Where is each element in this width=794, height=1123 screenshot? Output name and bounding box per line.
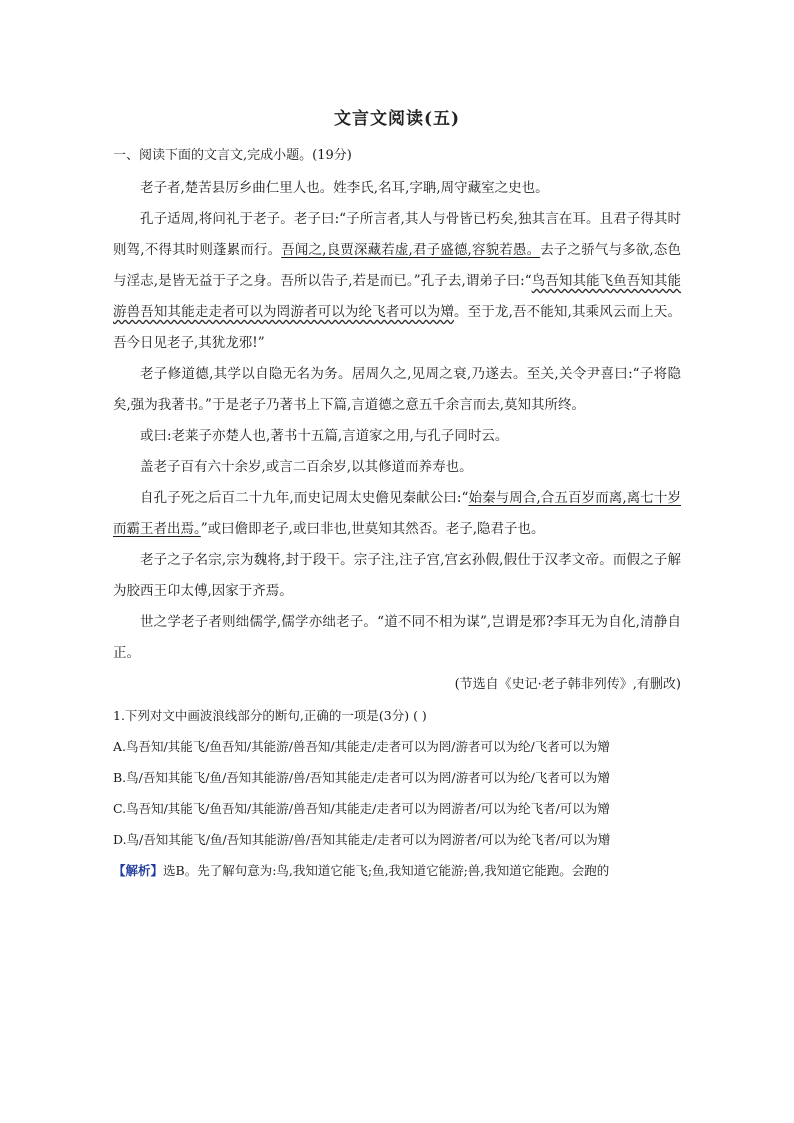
page-title: 文言文阅读(五): [333, 109, 461, 129]
passage-paragraph-7: 老子之子名宗,宗为魏将,封于段干。宗子注,注子宫,宫玄孙假,假仕于汉孝文帝。而假之子解为胶西王卬太傅,因家于齐焉。: [113, 552, 681, 599]
passage-text: 自孔子死之后百二十九年,而史记周太史儋见秦献公曰:“: [140, 490, 469, 506]
passage-text: 。至于龙,吾不能知,其乘风云而上天。吾今日见老子,其犹龙邪!”: [113, 304, 681, 351]
analysis-label: 【解析】: [113, 863, 164, 878]
option-a: A.鸟吾知/其能飞/鱼吾知/其能游/兽吾知/其能走/走者可以为罔/游者可以为纶/飞者可以为矰: [113, 739, 610, 754]
passage-text: 去子之骄气与多欲,态色与淫志,是皆无益于子之身。吾所以告子,若是而已。”孔子去,谓弟子曰:“: [113, 242, 682, 289]
underlined-sentence: 始秦与周合,合五百岁而离,离七十岁而霸王者出焉。: [113, 490, 681, 537]
passage-paragraph-6: [113, 483, 681, 545]
option-c: C.鸟吾知/其能飞/鱼吾知/其能游/兽吾知/其能走/走者可以为罔游者/可以为纶飞者/可以为矰: [113, 801, 610, 816]
question-stem: 1.下列对文中画波浪线部分的断句,正确的一项是(3分) ( ): [113, 708, 427, 723]
underlined-sentence: 吾闻之,良贾深藏若虚,君子盛德,容貌若愚。: [281, 242, 541, 258]
passage-text: 孔子适周,将问礼于老子。老子曰:“子所言者,其人与骨皆已朽矣,独其言在耳。且君子得其时则驾,不得其时则蓬累而行。: [113, 211, 681, 258]
passage-paragraph-5: 盖老子百有六十余岁,或言二百余岁,以其修道而养寿也。: [140, 459, 473, 475]
wavy-underlined-sentence: 鸟吾知其能飞鱼吾知其能游兽吾知其能走走者可以为罔游者可以为纶飞者可以为矰: [113, 273, 682, 320]
passage-paragraph-2: [113, 204, 681, 359]
passage-text: ”或曰儋即老子,或曰非也,世莫知其然否。老子,隐君子也。: [200, 521, 545, 537]
passage-paragraph-4: 或曰:老莱子亦楚人也,著书十五篇,言道家之用,与孔子同时云。: [140, 428, 509, 444]
section-heading: 一、阅读下面的文言文,完成小题。(19分): [113, 148, 352, 163]
analysis-text: 选B。先了解句意为:鸟,我知道它能飞;鱼,我知道它能游;兽,我知道它能跑。会跑的: [163, 863, 610, 878]
passage-source: (节选自《史记·老子韩非列传》,有删改): [454, 677, 681, 692]
option-d: D.鸟/吾知其能飞/鱼/吾知其能游/兽/吾知其能走/走者可以为罔游者/可以为纶飞者/可以为矰: [113, 832, 611, 847]
classical-passage: [113, 173, 681, 700]
analysis: [113, 855, 681, 886]
question-1: [113, 700, 681, 886]
passage-paragraph-1: 老子者,楚苦县厉乡曲仁里人也。姓李氏,名耳,字聃,周守藏室之史也。: [140, 180, 549, 196]
passage-paragraph-8: 世之学老子者则绌儒学,儒学亦绌老子。“道不同不相为谋”,岂谓是邪?李耳无为自化,清静自正。: [113, 614, 681, 661]
passage-paragraph-3: 老子修道德,其学以自隐无名为务。居周久之,见周之衰,乃遂去。至关,关令尹喜曰:“子将隐矣,强为我著书。”于是老子乃著书上下篇,言道德之意五千余言而去,莫知其所终。: [113, 366, 681, 413]
option-b: B.鸟/吾知其能飞/鱼/吾知其能游/兽/吾知其能走/走者可以为罔/游者可以为纶/飞者可以为矰: [113, 770, 610, 785]
